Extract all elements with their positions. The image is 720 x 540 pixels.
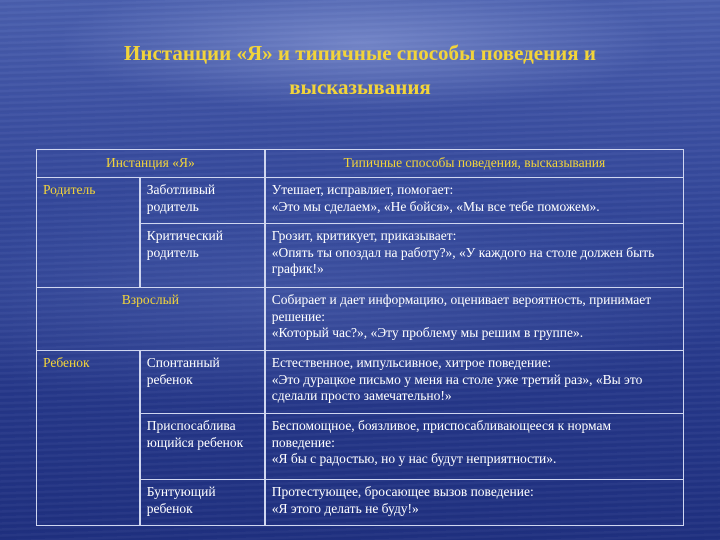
behavior-cell [265,351,684,414]
group-parent: Родитель [36,178,140,288]
title-line-1: Инстанции «Я» и типичные способы поведения и [124,41,596,65]
header-behavior: Типичные способы поведения, высказывания [265,149,684,178]
ego-states-table [36,149,684,526]
quote-text: «Опять ты опоздал на работу?», «У каждого на столе должен быть график!» [271,244,655,276]
quote-text: «Который час?», «Эту проблему мы решим в группе». [271,325,584,340]
title-line-2: высказывания [289,75,431,99]
sub-critical-parent: Критический родитель [140,224,265,288]
behavior-text: Протестующее, бросающее вызов поведение: [271,484,534,499]
sub-rebellious-child: Бунтующий ребенок [140,480,265,526]
table-row [36,351,684,414]
table-header-row [36,149,684,178]
sub-adapting-child: Приспосаблива ющийся ребенок [140,414,265,480]
behavior-cell [265,178,684,224]
behavior-text: Естественное, импульсивное, хитрое поведение: [271,355,552,370]
behavior-cell [265,224,684,288]
group-child: Ребенок [36,351,140,526]
behavior-text: Утешает, исправляет, помогает: [271,182,454,197]
behavior-text: Грозит, критикует, приказывает: [271,228,457,243]
quote-text: «Это дурацкое письмо у меня на столе уже третий раз», «Вы это сделали просто замечательно!» [271,371,643,403]
behavior-cell [265,414,684,480]
behavior-text: Беспомощное, боязливое, приспосабливающееся к нормам поведение: [271,418,612,450]
quote-text: «Я бы с радостью, но у нас будут неприятности». [271,451,557,466]
slide-title [40,36,680,104]
table-row [36,178,684,224]
behavior-cell [265,288,684,351]
quote-text: «Это мы сделаем», «Не бойся», «Мы все тебе поможем». [271,198,600,214]
sub-spontaneous-child: Спонтанный ребенок [140,351,265,414]
sub-caring-parent: Заботливый родитель [140,178,265,224]
group-adult: Взрослый [36,288,265,351]
header-ego-state: Инстанция «Я» [36,149,265,178]
table-row [36,288,684,351]
behavior-text: Собирает и дает информацию, оценивает вероятность, принимает решение: [271,292,652,324]
quote-text: «Я этого делать не буду!» [271,500,419,516]
behavior-cell [265,480,684,526]
